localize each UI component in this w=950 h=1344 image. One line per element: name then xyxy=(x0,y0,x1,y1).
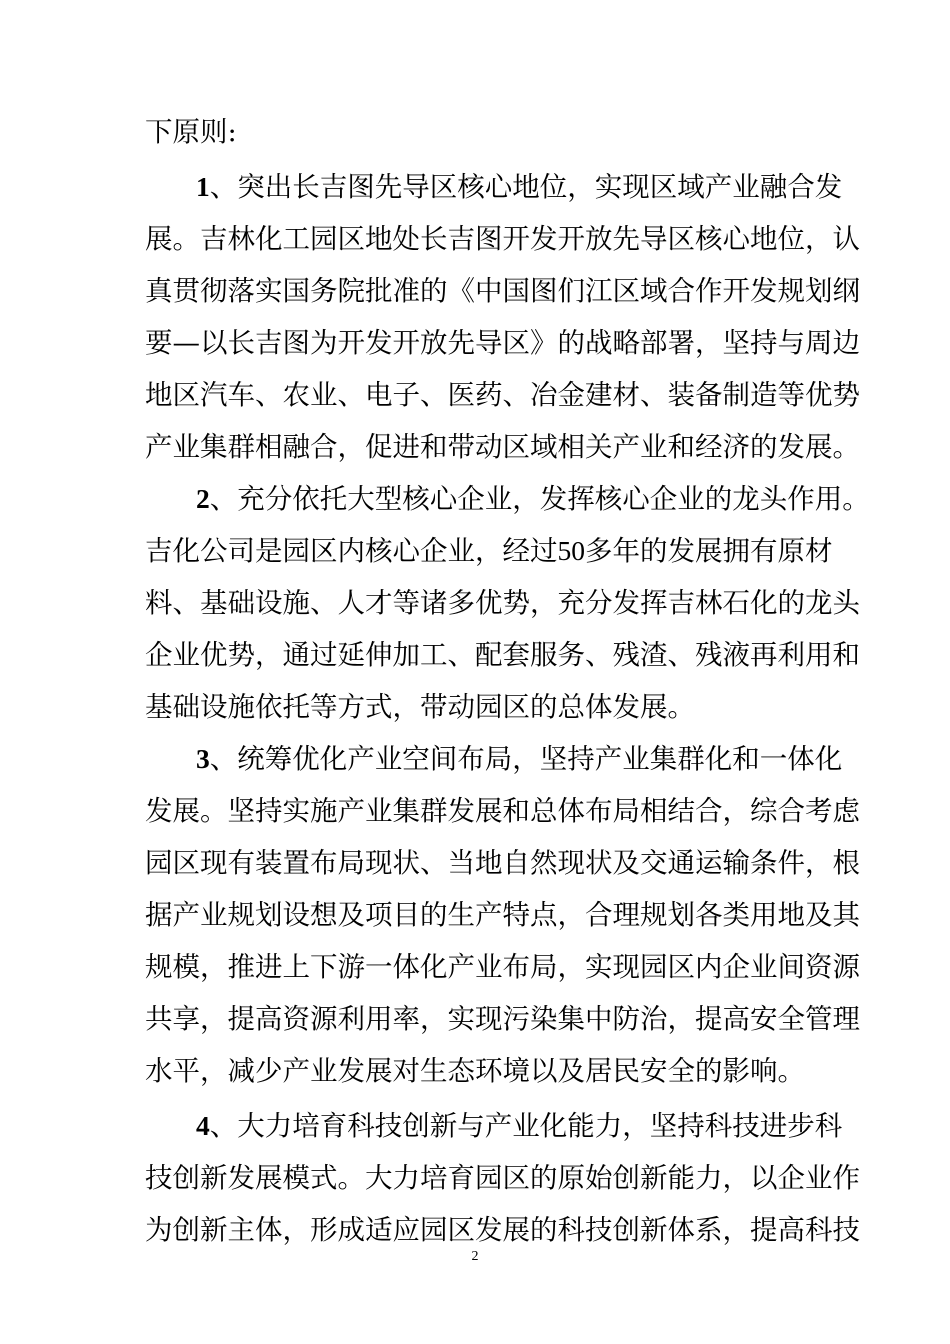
item-number: 1 xyxy=(196,171,210,202)
text-line: 园区现有装置布局现状、当地自然现状及交通运输条件，根 xyxy=(145,847,860,879)
text-line: 水平，减少产业发展对生态环境以及居民安全的影响。 xyxy=(145,1055,805,1087)
text-line: 下原则: xyxy=(145,116,237,148)
text-line: 规模，推进上下游一体化产业布局，实现园区内企业间资源 xyxy=(145,951,860,983)
heading-line-3: 3、统筹优化产业空间布局，坚持产业集群化和一体化 xyxy=(196,743,843,775)
heading-line-2: 2、充分依托大型核心企业，发挥核心企业的龙头作用。 xyxy=(196,483,870,515)
heading-line-4: 4、大力培育科技创新与产业化能力，坚持科技进步科 xyxy=(196,1110,843,1142)
item-number: 3 xyxy=(196,743,210,774)
text-line: 料、基础设施、人才等诸多优势，充分发挥吉林石化的龙头 xyxy=(145,587,860,619)
item-number: 2 xyxy=(196,483,210,514)
text-line: 技创新发展模式。大力培育园区的原始创新能力，以企业作 xyxy=(145,1162,860,1194)
text-line: 真贯彻落实国务院批准的《中国图们江区域合作开发规划纲 xyxy=(145,275,860,307)
text-line: 地区汽车、农业、电子、医药、冶金建材、装备制造等优势 xyxy=(145,379,860,411)
heading-line-1: 1、突出长吉图先导区核心地位，实现区域产业融合发 xyxy=(196,171,843,203)
text-line: 产业集群相融合，促进和带动区域相关产业和经济的发展。 xyxy=(145,431,860,463)
text-line: 吉化公司是园区内核心企业，经过50多年的发展拥有原材 xyxy=(145,535,833,567)
text-line: 基础设施依托等方式，带动园区的总体发展。 xyxy=(145,691,695,723)
item-number: 4 xyxy=(196,1110,210,1141)
text-line: 据产业规划设想及项目的生产特点，合理规划各类用地及其 xyxy=(145,899,860,931)
page-number: 2 xyxy=(471,1249,479,1264)
text-line: 共享，提高资源利用率，实现污染集中防治，提高安全管理 xyxy=(145,1003,860,1035)
text-line: 为创新主体，形成适应园区发展的科技创新体系，提高科技 xyxy=(145,1214,860,1246)
text-line: 展。吉林化工园区地处长吉图开发开放先导区核心地位，认 xyxy=(145,223,860,255)
text-line: 企业优势，通过延伸加工、配套服务、残渣、残液再利用和 xyxy=(145,639,860,671)
text-line: 发展。坚持实施产业集群发展和总体布局相结合，综合考虑 xyxy=(145,795,860,827)
text-line: 要—以长吉图为开发开放先导区》的战略部署，坚持与周边 xyxy=(145,327,860,359)
